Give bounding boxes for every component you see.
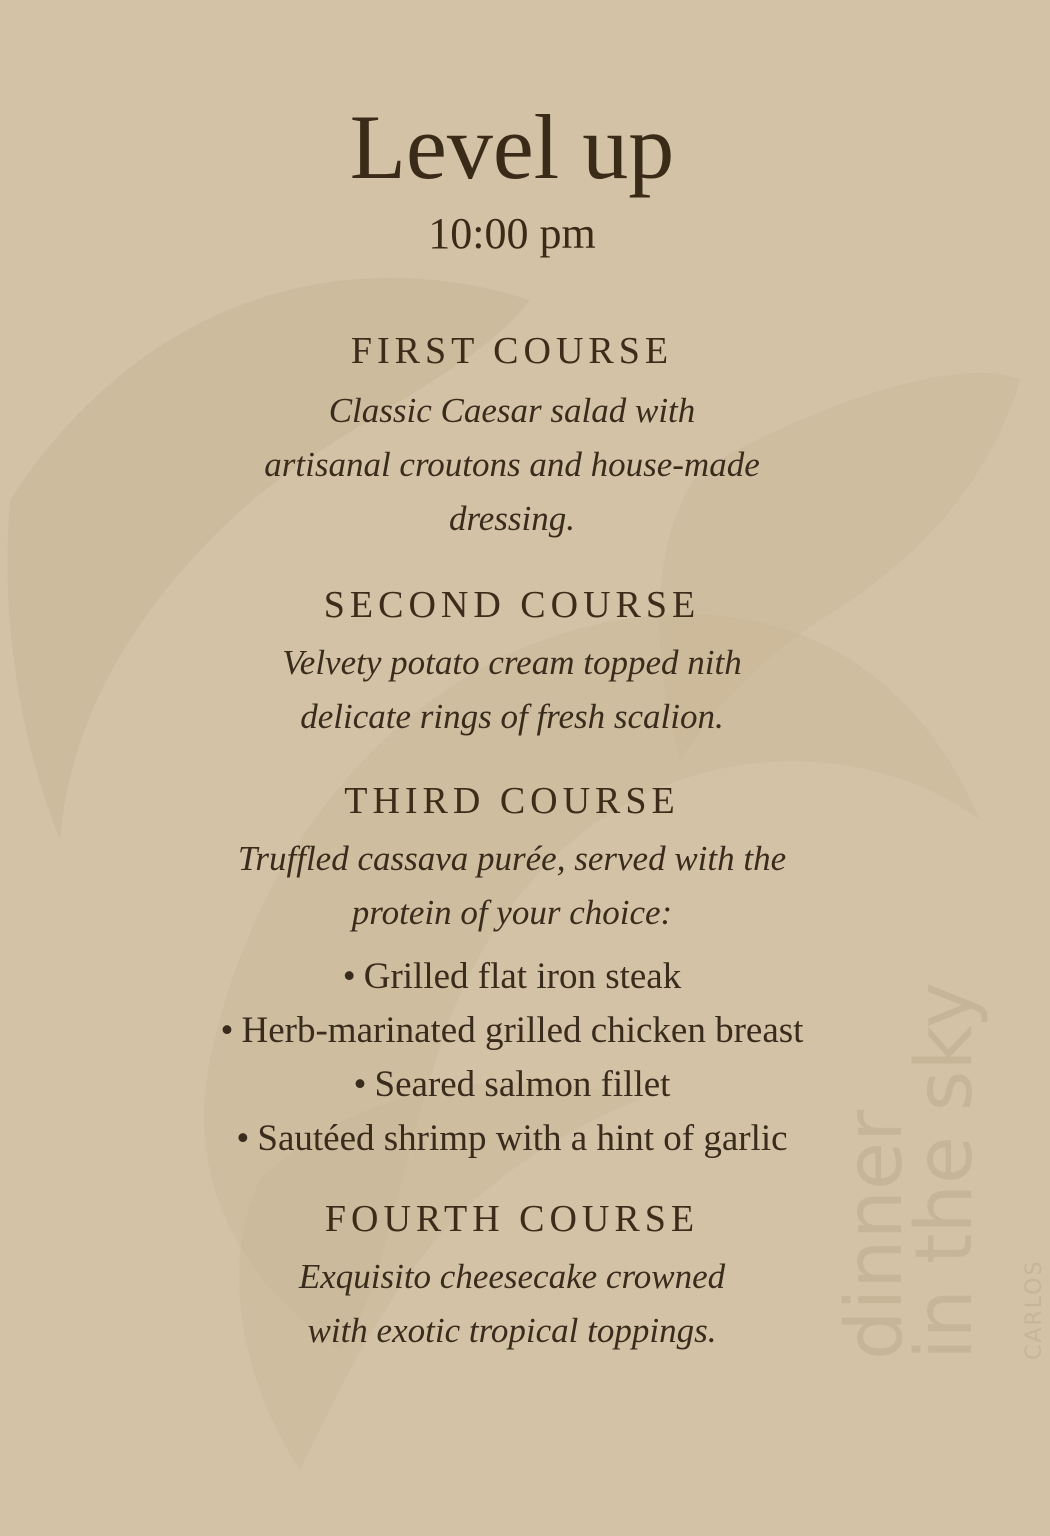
fourth-course-line-2: with exotic tropical toppings.: [307, 1311, 717, 1350]
fourth-course-heading: FOURTH COURSE: [324, 1198, 700, 1240]
fourth-course-description: [112, 1250, 912, 1358]
list-item: [0, 1112, 1024, 1166]
bullet-icon: •: [220, 1010, 234, 1051]
bullet-icon: •: [342, 956, 356, 997]
menu-title: Level up: [349, 96, 675, 198]
first-course-line-1: Classic Caesar salad with: [328, 391, 696, 430]
list-item: [0, 950, 1024, 1004]
first-course-line-3: dressing.: [448, 499, 576, 538]
protein-choice-list: [0, 950, 1024, 1166]
protein-option: Grilled flat iron steak: [363, 956, 682, 997]
protein-option: Seared salmon fillet: [374, 1064, 671, 1105]
first-course-heading: FIRST COURSE: [350, 330, 674, 372]
list-item: [0, 1004, 1024, 1058]
first-course-description: [112, 384, 912, 546]
bullet-icon: •: [353, 1064, 367, 1105]
bullet-icon: •: [236, 1118, 250, 1159]
watermark-line-2: in the sky: [900, 982, 990, 1360]
fourth-course-line-1: Exquisito cheesecake crowned: [298, 1257, 726, 1296]
third-course-line-1: Truffled cassava purée, served with the: [237, 839, 787, 878]
watermark-line-3: CARLOS: [1022, 1259, 1047, 1360]
second-course-description: [112, 636, 912, 744]
second-course-heading: SECOND COURSE: [323, 584, 701, 626]
watermark-line-1: dinner: [830, 1109, 920, 1360]
second-course-line-1: Velvety potato cream topped nith: [282, 643, 742, 682]
third-course-line-2: protein of your choice:: [351, 893, 673, 932]
third-course-description: [112, 832, 912, 940]
first-course-line-2: artisanal croutons and house-made: [264, 445, 760, 484]
third-course-heading: THIRD COURSE: [344, 780, 680, 822]
second-course-line-2: delicate rings of fresh scalion.: [300, 697, 724, 736]
protein-option: Sautéed shrimp with a hint of garlic: [257, 1118, 788, 1159]
list-item: [0, 1058, 1024, 1112]
protein-option: Herb-marinated grilled chicken breast: [241, 1010, 804, 1051]
menu-time: 10:00 pm: [428, 209, 596, 258]
